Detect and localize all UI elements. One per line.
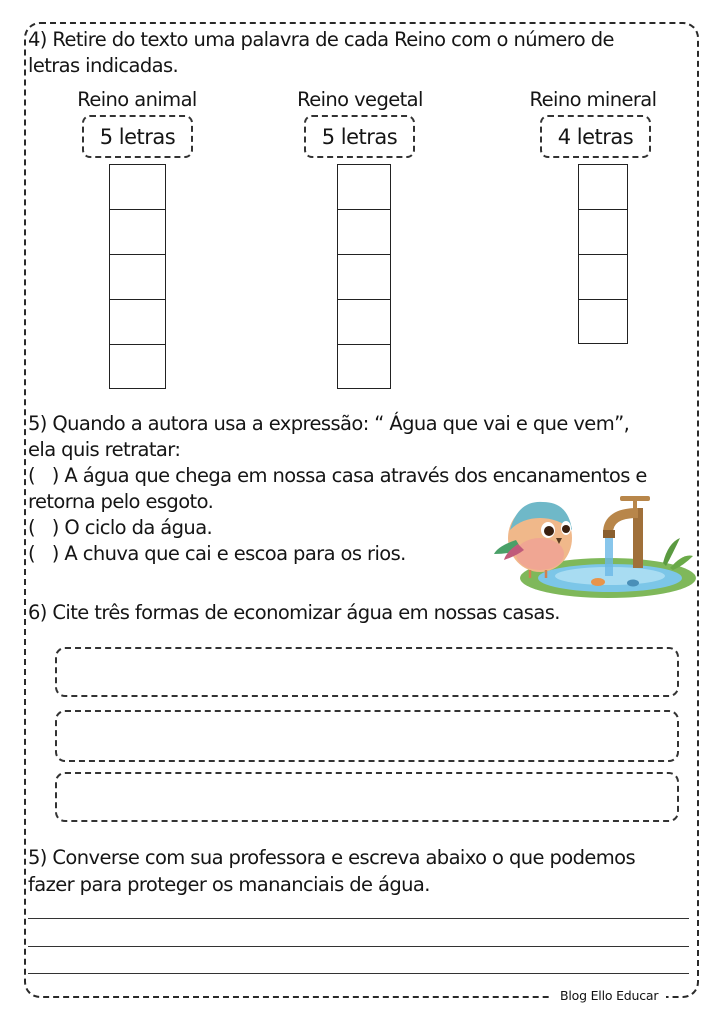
letter-count-text: 5 letras [321, 124, 398, 149]
letter-cell[interactable] [578, 209, 628, 254]
q4-prompt-line1: 4) Retire do texto uma palavra de cada Reino com o número de [28, 28, 614, 51]
letter-cell[interactable] [109, 344, 166, 389]
letter-cell[interactable] [578, 299, 628, 344]
letter-cell[interactable] [578, 254, 628, 299]
option-1[interactable] [28, 463, 647, 489]
letter-cell[interactable] [109, 299, 166, 344]
q5a-prompt-line1: 5) Quando a autora usa a expressão: “ Água que vai e que vem”, [28, 412, 630, 435]
option-checkbox[interactable]: ( ) [28, 542, 59, 565]
answer-box-1[interactable] [55, 647, 679, 697]
letter-cell[interactable] [337, 299, 391, 344]
q5b-prompt-line1: 5) Converse com sua professora e escreva abaixo o que podemos [28, 846, 636, 869]
option-checkbox[interactable]: ( ) [28, 516, 59, 539]
q6-prompt: 6) Cite três formas de economizar água em nossas casas. [28, 601, 560, 624]
q4-prompt-line2: letras indicadas. [28, 54, 179, 77]
answer-box-3[interactable] [55, 772, 679, 822]
letter-cell[interactable] [337, 209, 391, 254]
letter-cells-animal [109, 164, 166, 389]
q5b-prompt-line2: fazer para proteger os mananciais de água. [28, 873, 430, 896]
letter-count-badge-vegetal [304, 115, 415, 158]
answer-line-2[interactable] [28, 946, 689, 947]
letter-cell[interactable] [109, 209, 166, 254]
bird-faucet-pond-illustration [488, 488, 698, 603]
letter-cell[interactable] [109, 254, 166, 299]
letter-cell[interactable] [578, 164, 628, 209]
letter-count-text: 4 letras [557, 124, 634, 149]
letter-cell[interactable] [337, 164, 391, 209]
reino-mineral-label: Reino mineral [529, 88, 657, 111]
letter-cell[interactable] [337, 344, 391, 389]
letter-count-badge-mineral [540, 115, 651, 158]
fish-icon [627, 580, 639, 587]
letter-cells-mineral [578, 164, 628, 344]
option-3[interactable] [28, 541, 406, 567]
reino-animal-label: Reino animal [77, 88, 197, 111]
letter-cell[interactable] [337, 254, 391, 299]
water-stream-icon [605, 538, 613, 576]
option-2[interactable] [28, 515, 212, 541]
letter-count-text: 5 letras [99, 124, 176, 149]
reino-vegetal-label: Reino vegetal [297, 88, 423, 111]
answer-line-1[interactable] [28, 918, 689, 919]
fish-icon [591, 578, 605, 586]
letter-cell[interactable] [109, 164, 166, 209]
option-checkbox[interactable]: ( ) [28, 464, 59, 487]
option-text: O ciclo da água. [64, 516, 213, 539]
letter-cells-vegetal [337, 164, 391, 389]
footer-credit: Blog Ello Educar [552, 988, 666, 1003]
answer-line-3[interactable] [28, 973, 689, 974]
option-text: A chuva que cai e escoa para os rios. [64, 542, 406, 565]
answer-box-2[interactable] [55, 710, 679, 762]
letter-count-badge-animal [82, 115, 193, 158]
q5a-prompt-line2: ela quis retratar: [28, 438, 181, 461]
option-1-continued: retorna pelo esgoto. [28, 490, 214, 513]
option-text: A água que chega em nossa casa através dos encanamentos e [64, 464, 647, 487]
